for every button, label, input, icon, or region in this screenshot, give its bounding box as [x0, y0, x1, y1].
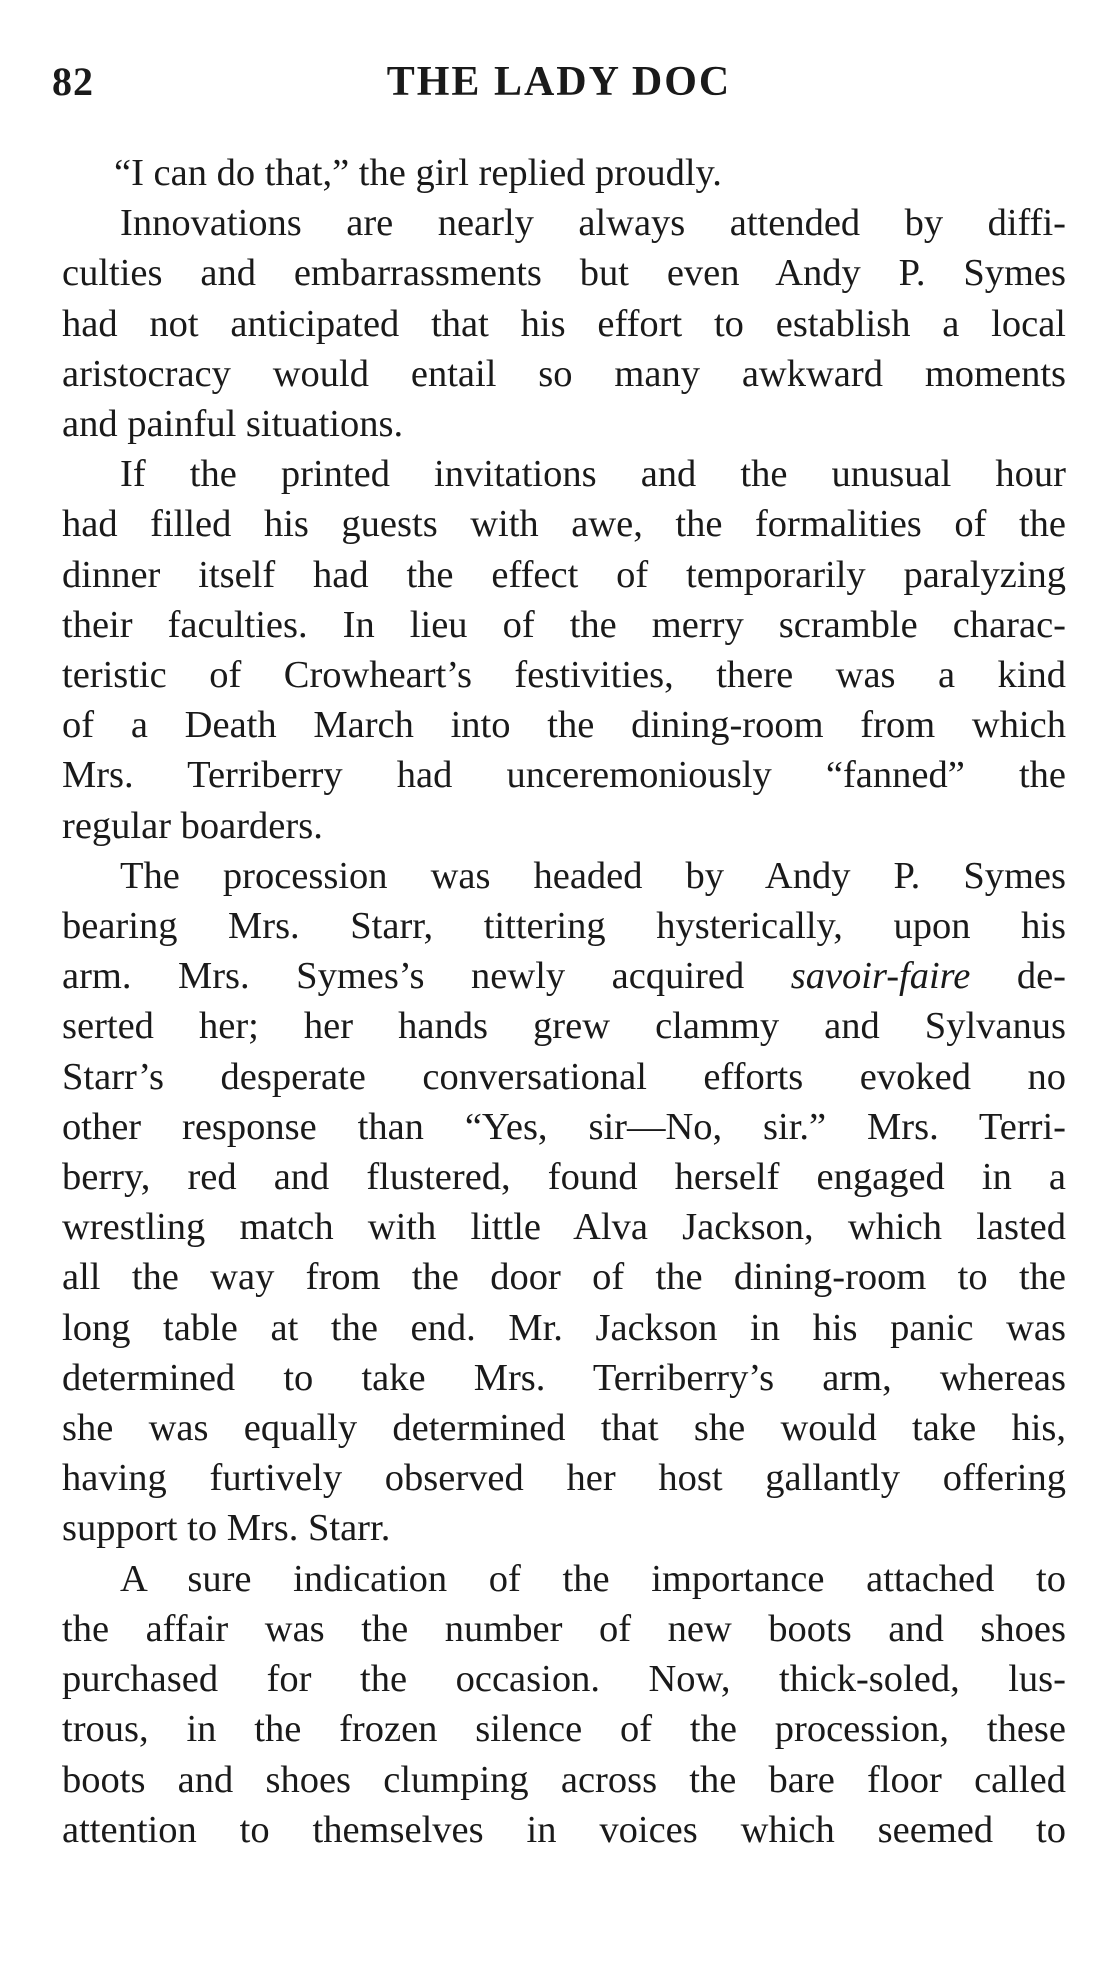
page-header	[52, 58, 1066, 118]
text-line: the affair was the number of new boots and shoes	[62, 1607, 1066, 1650]
text-line: “I can do that,” the girl replied proudly.	[114, 152, 722, 194]
text-line: The procession was headed by Andy P. Symes	[120, 854, 1066, 897]
text-line: A sure indication of the importance attached to	[120, 1557, 1066, 1600]
text-line: Starr’s desperate conversational efforts evoked no	[62, 1055, 1066, 1098]
text-line: dinner itself had the effect of temporarily paralyzing	[62, 553, 1066, 596]
text-line: Innovations are nearly always attended by diffi-	[120, 202, 1066, 245]
text-line: had not anticipated that his effort to establish a local	[62, 302, 1066, 345]
text-line: she was equally determined that she would take his,	[62, 1407, 1066, 1450]
text-line: their faculties. In lieu of the merry scramble charac-	[62, 603, 1066, 646]
text-line: had filled his guests with awe, the formalities of the	[62, 503, 1066, 546]
paragraph-3	[62, 449, 1066, 851]
text-line: of a Death March into the dining-room from which	[62, 704, 1066, 747]
text-line: having furtively observed her host gallantly offering	[62, 1457, 1066, 1500]
paragraph-1	[62, 148, 1066, 198]
text-line: trous, in the frozen silence of the procession, these	[62, 1708, 1066, 1751]
text-line: attention to themselves in voices which seemed to	[62, 1808, 1066, 1851]
paragraph-5	[62, 1554, 1066, 1855]
text-line: and painful situations.	[62, 403, 404, 446]
text-line: all the way from the door of the dining-room to the	[62, 1256, 1066, 1299]
paragraph-4	[62, 851, 1066, 1554]
text-line: boots and shoes clumping across the bare floor called	[62, 1758, 1066, 1801]
running-head: THE LADY DOC	[386, 59, 732, 105]
text-line: teristic of Crowheart’s festivities, there was a kind	[62, 654, 1066, 697]
text-line: If the printed invitations and the unusual hour	[120, 453, 1066, 496]
text-line: support to Mrs. Starr.	[62, 1507, 391, 1550]
text-line: culties and embarrassments but even Andy P. Symes	[62, 252, 1066, 295]
text-line: purchased for the occasion. Now, thick-soled, lus-	[62, 1658, 1066, 1701]
text-line: serted her; her hands grew clammy and Sylvanus	[62, 1005, 1066, 1048]
text-line: other response than “Yes, sir—No, sir.” Mrs. Terri-	[62, 1105, 1066, 1148]
page-number: 82	[52, 59, 94, 104]
italic-phrase: savoir-faire	[790, 955, 971, 998]
text-line: bearing Mrs. Starr, tittering hysterically, upon his	[62, 905, 1066, 948]
text-line: aristocracy would entail so many awkward moments	[62, 352, 1066, 395]
text-line: wrestling match with little Alva Jackson, which lasted	[62, 1206, 1066, 1249]
paragraph-2	[62, 198, 1066, 449]
body-text	[62, 148, 1066, 1855]
text-line: determined to take Mrs. Terriberry’s arm, whereas	[62, 1356, 1066, 1399]
text-line: regular boarders.	[62, 804, 323, 847]
text-line: berry, red and flustered, found herself engaged in a	[62, 1156, 1066, 1199]
text-line: long table at the end. Mr. Jackson in his panic was	[62, 1306, 1066, 1349]
text-line: Mrs. Terriberry had unceremoniously “fanned” the	[62, 754, 1066, 797]
text-line: arm. Mrs. Symes’s newly acquired savoir-faire de-	[62, 955, 1066, 998]
